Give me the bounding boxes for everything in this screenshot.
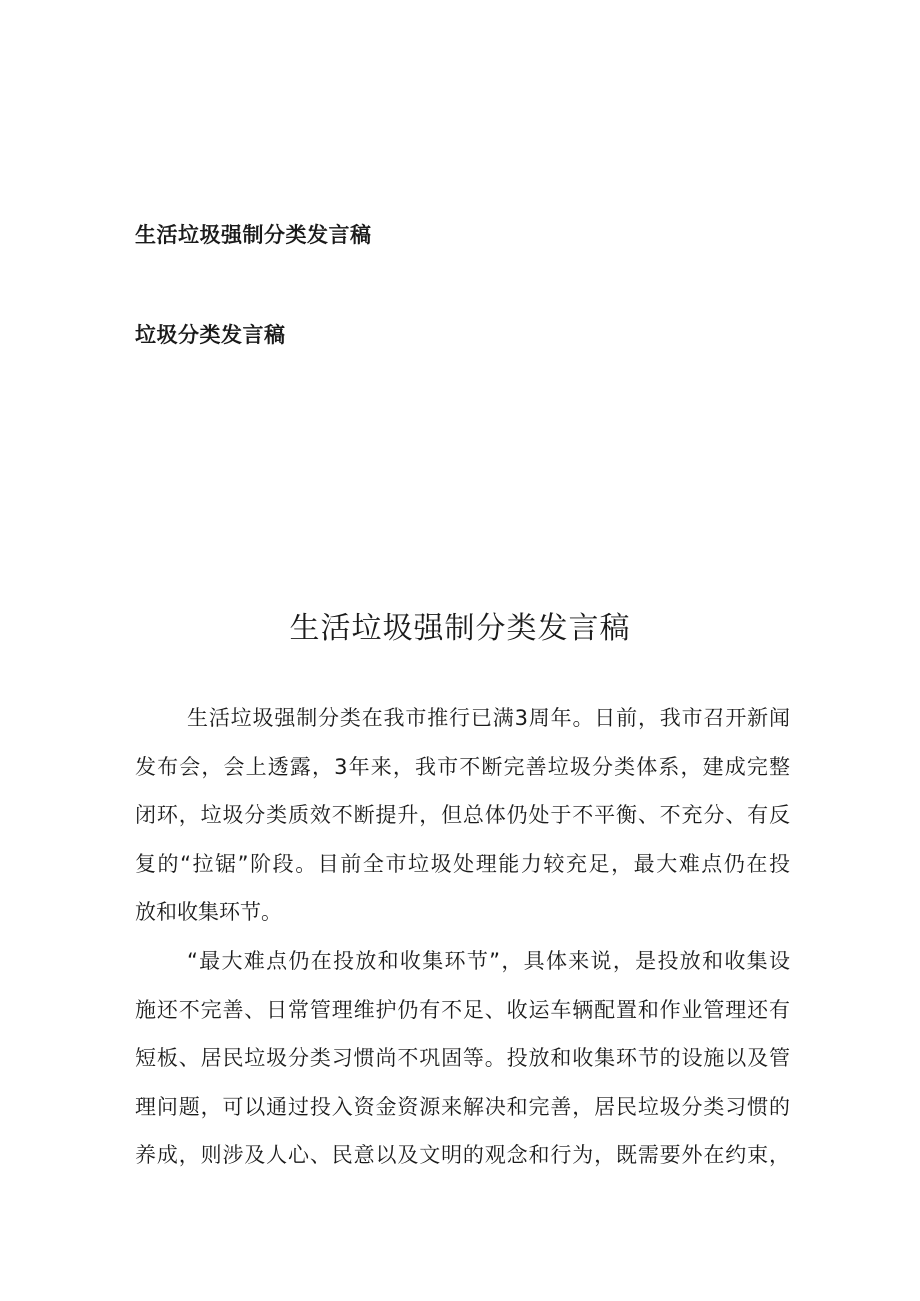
paragraph-line: 施还不完善、日常管理维护仍有不足、收运车辆配置和作业管理还有: [135, 997, 790, 1022]
paragraph-line: 理问题，可以通过投入资金资源来解决和完善，居民垃圾分类习惯的: [135, 1094, 790, 1119]
cover-subtitle: 垃圾分类发言稿: [135, 323, 286, 347]
paragraph-line: 放和收集环节。: [135, 900, 282, 924]
paragraph-line: 闭环，垃圾分类质效不断提升，但总体仍处于不平衡、不充分、有反: [135, 803, 790, 827]
paragraph: [135, 937, 790, 1180]
paragraph-line: 短板、居民垃圾分类习惯尚不巩固等。投放和收集环节的设施以及管: [135, 1046, 790, 1070]
paragraph-line: 复的“拉锯”阶段。目前全市垃圾处理能力较充足，最大难点仍在投: [135, 851, 790, 876]
paragraph-line: “最大难点仍在投放和收集环节”，具体来说，是投放和收集设: [187, 949, 790, 973]
paragraph-line: 发布会，会上透露，3年来，我市不断完善垃圾分类体系，建成完整: [135, 754, 790, 779]
paragraph-line: 养成，则涉及人心、民意以及文明的观念和行为，既需要外在约束，: [135, 1143, 790, 1167]
cover-title: 生活垃圾强制分类发言稿: [135, 223, 372, 247]
document-title: 生活垃圾强制分类发言稿: [289, 611, 631, 646]
paragraph-line: 生活垃圾强制分类在我市推行已满3周年。日前，我市召开新闻: [187, 706, 790, 730]
paragraph: [135, 694, 790, 937]
